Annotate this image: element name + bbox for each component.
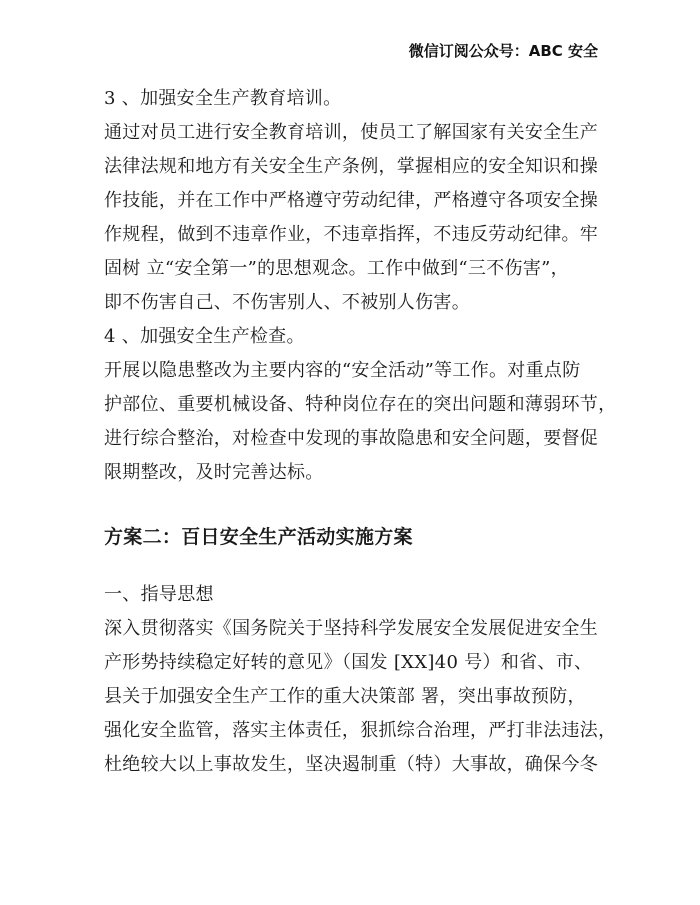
header-note: 微信订阅公众号：ABC 安全 <box>408 42 598 60</box>
paragraph-line: 产形势持续稳定好转的意见》（国发 [XX]40 号）和省、市、 <box>104 652 593 673</box>
paragraph-line: 法律法规和地方有关安全生产条例，掌握相应的安全知识和操 <box>104 156 599 177</box>
section-heading: 一、指导思想 <box>104 584 214 605</box>
paragraph-line: 护部位、重要机械设备、特种岗位存在的突出问题和薄弱环节， <box>104 394 617 415</box>
paragraph-line: 作规程，做到不违章作业，不违章指挥，不违反劳动纪律。牢 <box>104 224 599 245</box>
spacer <box>104 554 604 578</box>
paragraph-line: 进行综合整治，对检查中发现的事故隐患和安全问题，要督促 <box>104 428 599 449</box>
paragraph-line: 杜绝较大以上事故发生，坚决遏制重（特）大事故，确保今冬 <box>104 754 599 775</box>
document-body <box>104 82 617 782</box>
paragraph-line: 强化安全监管，落实主体责任，狠抓综合治理，严打非法违法， <box>104 720 617 741</box>
paragraph-line: 县关于加强安全生产工作的重大决策部 署，突出事故预防， <box>104 686 586 707</box>
paragraph-line: 固树 立“安全第一”的思想观念。工作中做到“三不伤害”， <box>104 258 569 279</box>
paragraph-line: 开展以隐患整改为主要内容的“安全活动”等工作。对重点防 <box>104 360 581 381</box>
item-heading: 3 、加强安全生产教育培训。 <box>104 88 342 109</box>
paragraph-line: 限期整改，及时完善达标。 <box>104 462 324 483</box>
paragraph-line: 作技能，并在工作中严格遵守劳动纪律，严格遵守各项安全操 <box>104 190 599 211</box>
spacer <box>104 490 604 520</box>
paragraph-line: 深入贯彻落实《国务院关于坚持科学发展安全发展促进安全生 <box>104 618 599 639</box>
item-heading: 4 、加强安全生产检查。 <box>104 326 305 347</box>
plan-title: 方案二：百日安全生产活动实施方案 <box>104 526 413 548</box>
paragraph-line: 通过对员工进行安全教育培训，使员工了解国家有关安全生产 <box>104 122 599 143</box>
paragraph-line: 即不伤害自己、不伤害别人、不被别人伤害。 <box>104 292 470 313</box>
